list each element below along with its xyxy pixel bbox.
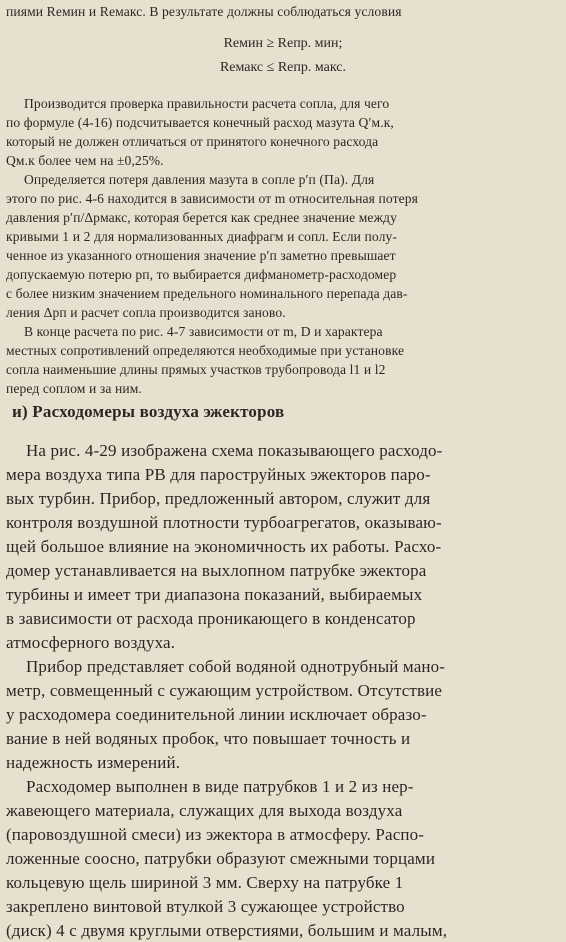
paragraph-line: который не должен отличаться от принятого конечного расхода [6,134,379,149]
paragraph-line: вание в ней водяных пробок, что повышает точность и [6,729,411,748]
paragraph-line: жавеющего материала, служащих для выхода воздуха [6,801,403,820]
paragraph-line: Qм.к более чем на ±0,25%. [6,153,164,168]
paragraph-line: с более низким значением предельного номинального перепада дав- [6,286,408,301]
condition-max: Reмакс ≤ Reпр. макс. [219,60,347,75]
paragraph-line: На рис. 4-29 изображена схема показывающего расходо- [26,441,443,460]
paragraph-line: кольцевую щель шириной 3 мм. Сверху на патрубке 1 [6,873,404,892]
paragraph-line: метр, совмещенный с сужающим устройством. Отсутствие [6,681,443,700]
paragraph-line: Расходомер выполнен в виде патрубков 1 и 2 из нер- [26,777,414,796]
section-heading: и) Расходомеры воздуха эжекторов [12,402,285,421]
paragraph-line: ления Δpп и расчет сопла производится заново. [6,305,286,320]
paragraph-line: допускаемую потерю pп, то выбирается дифманометр-расходомер [6,267,397,282]
paragraph-line: давления p′п/Δpмакс, которая берется как среднее значение между [6,210,397,225]
paragraph-line: турбины и имеет три диапазона показаний, выбираемых [6,585,423,604]
paragraph-line: щей большое влияние на экономичность их работы. Расхо- [6,537,442,556]
paragraph-line: у расходомера соединительной линии исключает образо- [6,705,427,724]
paragraph-line: ченное из указанного отношения значение p′п заметно превышает [6,248,396,263]
paragraph-line: Определяется потеря давления мазута в сопле p′п (Па). Для [24,172,375,187]
paragraph-line: местных сопротивлений определяются необходимые при установке [6,343,405,358]
paragraph-line: вых турбин. Прибор, предложенный автором, служит для [6,489,431,508]
paragraph-line: надежность измерений. [6,753,181,772]
paragraph-line: (диск) 4 с двумя круглыми отверстиями, большим и малым, [6,921,448,940]
paragraph-line: атмосферного воздуха. [6,633,176,652]
paragraph-line: в зависимости от расхода проникающего в конденсатор [6,609,416,628]
paragraph-line: мера воздуха типа РВ для пароструйных эжекторов паро- [6,465,431,484]
paragraph-line: В конце расчета по рис. 4-7 зависимости от m, D и характера [24,324,383,339]
paragraph-line: кривыми 1 и 2 для нормализованных диафрагм и сопл. Если полу- [6,229,398,244]
paragraph-line: домер устанавливается на выхлопном патрубке эжектора [6,561,427,580]
paragraph-line: Производится проверка правильности расчета сопла, для чего [24,96,390,111]
condition-min: Reмин ≥ Reпр. мин; [223,36,343,51]
paragraph-line: сопла наименьшие длины прямых участков трубопровода l1 и l2 [6,362,386,377]
paragraph-line: (паровоздушной смеси) из эжектора в атмосферу. Распо- [6,825,425,844]
paragraph-line: ложенные соосно, патрубки образуют смежными торцами [6,849,436,868]
paragraph-line: закреплено винтовой втулкой 3 сужающее устройство [6,897,405,916]
paragraph-line: перед соплом и за ним. [6,381,142,396]
paragraph-line: по формуле (4-16) подсчитывается конечный расход мазута Q′м.к, [6,115,394,130]
paragraph-line: Прибор представляет собой водяной однотрубный мано- [26,657,446,676]
paragraph-line: этого по рис. 4-6 находится в зависимости от m относительная потеря [6,191,419,206]
paragraph-line: контроля воздушной плотности турбоагрегатов, оказываю- [6,513,442,532]
intro-line: пиями Reмин и Reмакс. В результате должны соблюдаться условия [6,4,402,19]
